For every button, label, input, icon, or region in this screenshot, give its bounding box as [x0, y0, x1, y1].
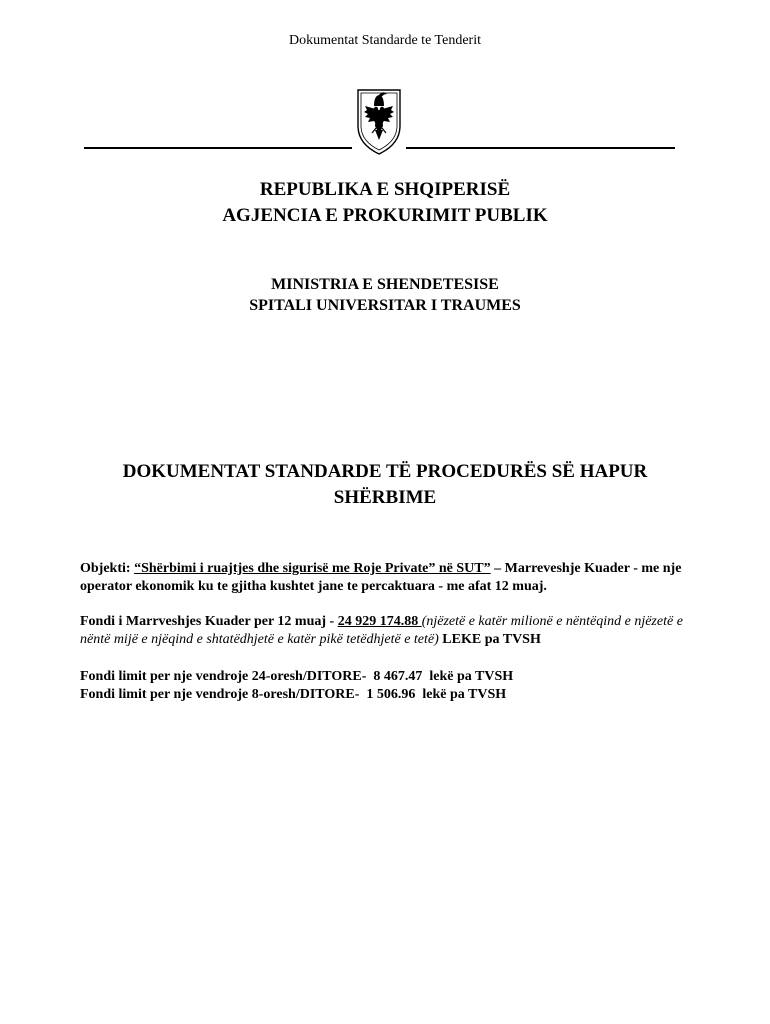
albanian-coat-of-arms-icon: [355, 86, 403, 156]
limit-8h: Fondi limit per nje vendroje 8-oresh/DITORE- 1 506.96 lekë pa TVSH: [80, 687, 507, 702]
fund-currency: LEKE pa TVSH: [438, 632, 541, 647]
fund-amount-words: (njëzetë e katër milionë e nëntëqind e njëzetë e nëntë mijë e njëqind e shtatëdhjetë e katër pikë tetëdhjetë e tetë): [80, 614, 683, 647]
document-title-line1: DOKUMENTAT STANDARDE TË PROCEDURËS SË HAPUR: [122, 461, 648, 482]
fund-amount: 24 929 174.88: [337, 614, 422, 629]
hospital-line: SPITALI UNIVERSITAR I TRAUMES: [249, 297, 521, 314]
agency-line: AGJENCIA E PROKURIMIT PUBLIK: [222, 205, 548, 226]
republic-heading: [0, 177, 770, 229]
page-header: Dokumentat Standarde te Tenderit: [289, 33, 481, 48]
ministry-heading: [0, 274, 770, 316]
document-title: [0, 459, 770, 511]
header-rule-left: [84, 147, 352, 149]
fund-label: Fondi i Marrveshjes Kuader per 12 muaj -: [80, 614, 338, 629]
document-title-line2: SHËRBIME: [333, 487, 437, 508]
object-description: – Marreveshje Kuader - me nje operator ekonomik ku te gjitha kushtet jane te percaktuara - me afat 12 muaj.: [80, 561, 682, 594]
limit-24h: Fondi limit per nje vendroje 24-oresh/DITORE- 8 467.47 lekë pa TVSH: [80, 669, 514, 684]
object-paragraph: [80, 560, 692, 596]
fund-paragraph: [80, 613, 692, 649]
object-label: Objekti:: [80, 561, 135, 576]
ministry-line: MINISTRIA E SHENDETESISE: [271, 276, 499, 293]
header-rule-right: [406, 147, 675, 149]
republic-line: REPUBLIKA E SHQIPERISË: [259, 179, 511, 200]
limit-funds: [80, 668, 692, 704]
object-subject: “Shërbimi i ruajtjes dhe sigurisë me Roje Private” në SUT”: [134, 561, 491, 576]
emblem-section: [0, 86, 770, 158]
